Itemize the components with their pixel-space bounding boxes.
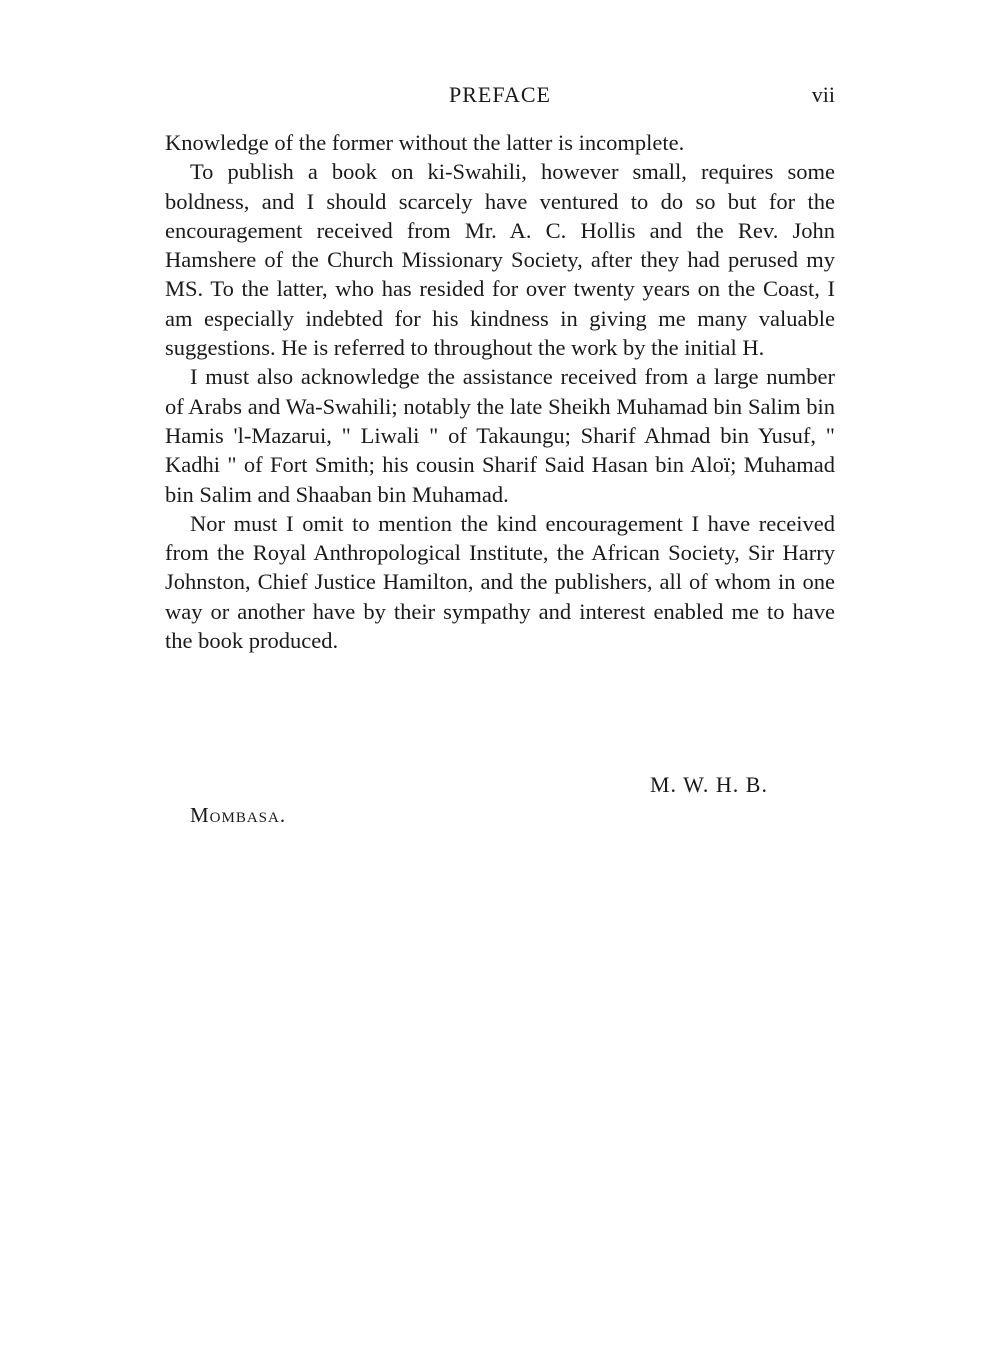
running-head [165,82,835,112]
place-of-writing: Mombasa. [190,803,287,827]
paragraph: Nor must I omit to mention the kind encouragement I have received from the Royal Anthropological Institute, the African Society, Sir Harry Johnston, Chief Justice Hamilton, and the publishers, all of whom in one way or another have by their sympathy and interest enabled me to have the book produced. [165,510,835,654]
author-initials: M. W. H. B. [650,772,768,797]
preface-body [165,128,835,655]
paragraph-continued: Knowledge of the former without the latter is incomplete. [165,130,685,155]
page-number: vii [811,82,835,107]
page-title: PREFACE [449,82,551,107]
paragraph: I must also acknowledge the assistance received from a large number of Arabs and Wa-Swahili; notably the late Sheikh Muhamad bin Salim bin Hamis 'l-Mazarui, " Liwali " of Takaungu; Sharif Ahmad bin Yusuf, " Kadhi " of Fort Smith; his cousin Sharif Said Hasan bin Aloï; Muhamad bin Salim and Shaaban bin Muhamad. [165,364,835,507]
paragraph: To publish a book on ki-Swahili, however small, requires some boldness, and I should scarcely have ventured to do so but for the encouragement received from Mr. A. C. Hollis and the Rev. John Hamshere of the Church Missionary Society, after they had perused my MS. To the latter, who has resided for over twenty years on the Coast, I am especially indebted for his kindness in giving me many valuable suggestions. He is referred to throughout the work by the initial H. [165,159,835,361]
